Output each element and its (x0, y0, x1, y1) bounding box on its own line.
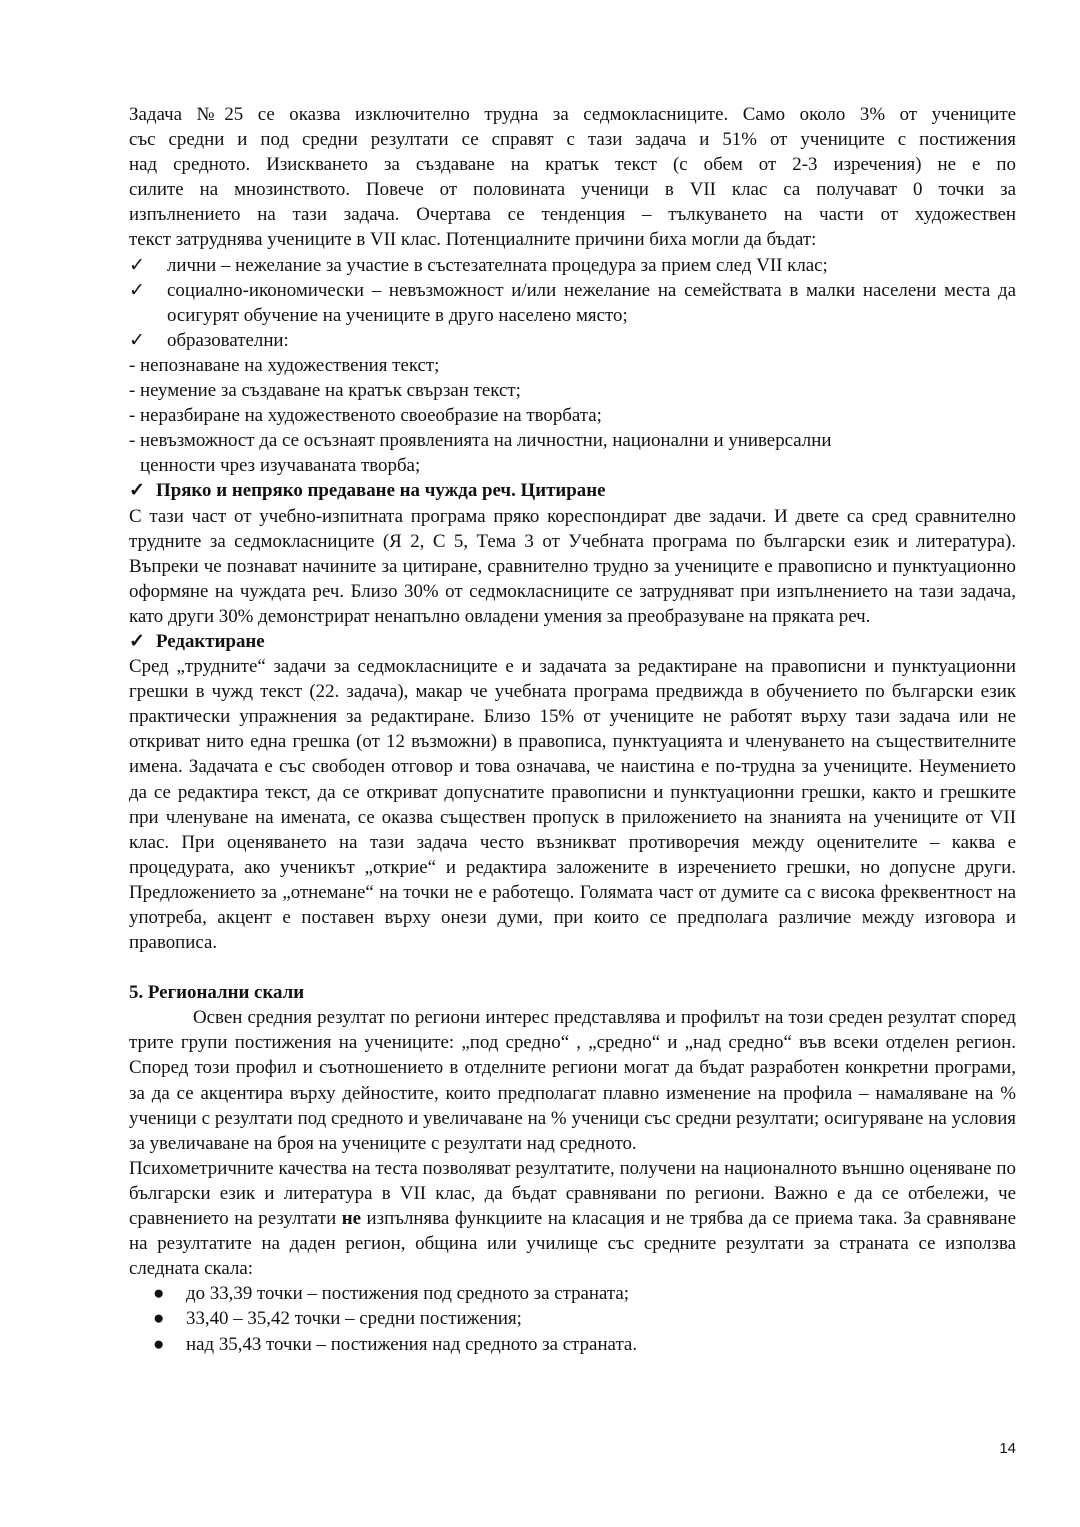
bullet-icon: ● (153, 1333, 165, 1355)
bullet-item (129, 1306, 1016, 1331)
bullet-text: 33,40 – 35,42 точки – средни постижения; (186, 1308, 522, 1330)
para5b-text: изпълнява функциите на класация и не трябва да се приема така. За сравняване на резултатите на даден регион, община или училище със средните резултати за страната се използва следната скала: (129, 1208, 1016, 1280)
list-item (129, 278, 1016, 328)
list-item-text: социално-икономически – невъзможност и/или нежелание на семействата в малки населени места да осигурят обучение на учениците в друго населено място; (167, 279, 1016, 326)
list-item-text: лични – нежелание за участие в състезателната процедура за прием след VII клас; (167, 254, 828, 276)
para1-line: Задача №25 се оказва изключително трудна за седмокласниците. Само около 3% от учениците (129, 104, 1016, 125)
check-icon: ✓ (129, 480, 145, 502)
paragraph: Освен средния резултат по региони интерес представлява и профилът на този среден резултат според трите групи постижения на учениците: „под средно“ , „средно“ и „над средно“ във всеки отделен регион. Според този профил и съотношението в отделните региони могат да бъдат разработен конкретни програми, за да се акцентира върху дейностите, които предполагат плавно изменение на профила – намаляване на % ученици с резултати под средното и увеличаване на % ученици със средни резултати; осигуряване на условия за увеличаване на броя на учениците с резултати над средното. (129, 1007, 1016, 1154)
dash-item: - невъзможност да се осъзнаят проявленията на личностни, национални и универсални (129, 430, 832, 452)
list-item (129, 328, 1016, 353)
paragraph (129, 1156, 1016, 1281)
document-page (129, 102, 1016, 1357)
check-icon: ✓ (129, 279, 145, 301)
para1-line: силите на мнозинството. Повече от половината ученици в VII клас са получават 0 точки за (129, 179, 1016, 201)
section-a-title: Пряко и непряко предаване на чужда реч. Цитиране (156, 480, 606, 502)
check-icon: ✓ (129, 630, 145, 652)
check-icon: ✓ (129, 254, 145, 276)
list-item-text: образователни: (167, 329, 289, 351)
bullet-item (129, 1332, 1016, 1357)
dash-item-continuation: ценности чрез изучаваната творба; (140, 455, 421, 477)
dash-item: - неразбиране на художественото своеобразие на творбата; (129, 405, 602, 427)
list-item (129, 253, 1016, 278)
bullet-item (129, 1281, 1016, 1306)
dash-item: - неумение за създаване на кратък свързан текст; (129, 380, 521, 402)
section-heading (129, 478, 1016, 503)
section-b-title: Редактиране (156, 630, 265, 652)
para5b-text: Психометричните качества на теста позволяват резултатите, получени на националното външно оценяване по български език и литература в VII клас, да бъдат сравнявани по региони. Важно е да се отбележи, че сравнението на резултати (129, 1157, 1016, 1230)
bullet-icon: ● (153, 1308, 165, 1330)
bullet-icon: ● (153, 1283, 165, 1305)
check-icon: ✓ (129, 329, 145, 351)
section-heading (129, 629, 1016, 654)
para1-line: над средното. Изискването за създаване на кратък текст (с обем от 2-3 изречения) не е по (129, 154, 1016, 176)
bullet-text: над 35,43 точки – постижения над средното за страната. (186, 1333, 638, 1355)
page-number: 14 (999, 1440, 1016, 1457)
bullet-text: до 33,39 точки – постижения под средното за страната; (186, 1283, 630, 1305)
section-5-title: 5. Регионални скали (129, 982, 305, 1004)
dash-item: - непознаване на художествения текст; (129, 354, 440, 376)
emphasis: не (341, 1208, 361, 1230)
para1-line: изпълнението на тази задача. Очертава се тенденция – тълкуването на части от художествен (129, 204, 1016, 226)
para1-line: със средни и под средни резултати се справят с тази задача и 51% от учениците с постижения (129, 129, 1016, 151)
para1-line: текст затруднява учениците в VII клас. Потенциалните причини биха могли да бъдат: (129, 229, 817, 251)
paragraph: Сред „трудните“ задачи за седмокласниците е и задачата за редактиране на правописни и пунктуационни грешки в чужд текст (22. задача), макар че учебната програма предвижда в обучението по български език практически упражнения за редактиране. Близо 15% от учениците не работят върху тази задача или не откриват нито една грешка (от 12 възможни) в правописа, пунктуацията и членуването на съществителните имена. Задачата е със свободен отговор и това означава, че наистина е по-трудна за учениците. Неумението да се редактира текст, да се откриват допуснатите правописни и пунктуационни грешки, както и грешките при членуване на имената, се оказва съществен пропуск в приложението на знанията на учениците от VII клас. При оценяването на тази задача често възникват противоречия между оценителите – каква е процедурата, ако ученикът „открие“ и редактира заложените в изречението грешки, но допусне други. Предложението за „отнемане“ на точки не е работещо. Голямата част от думите са с висока фреквентност на употреба, акцент е поставен върху онези думи, при които се предполага различие между изговора и правописа. (129, 656, 1016, 954)
paragraph: С тази част от учебно-изпитната програма пряко кореспондират две задачи. И двете са сред сравнително трудните за седмокласниците (Я 2, С 5, Тема 3 от Учебната програма по български език и литература). Въпреки че познават начините за цитиране, сравнително трудно за учениците е правописно и пунктуационно оформяне на чуждата реч. Близо 30% от седмокласниците се затрудняват при изпълнението на тази задача, като други 30% демонстрират ненапълно овладени умения за преобразуване на пряката реч. (129, 505, 1016, 627)
